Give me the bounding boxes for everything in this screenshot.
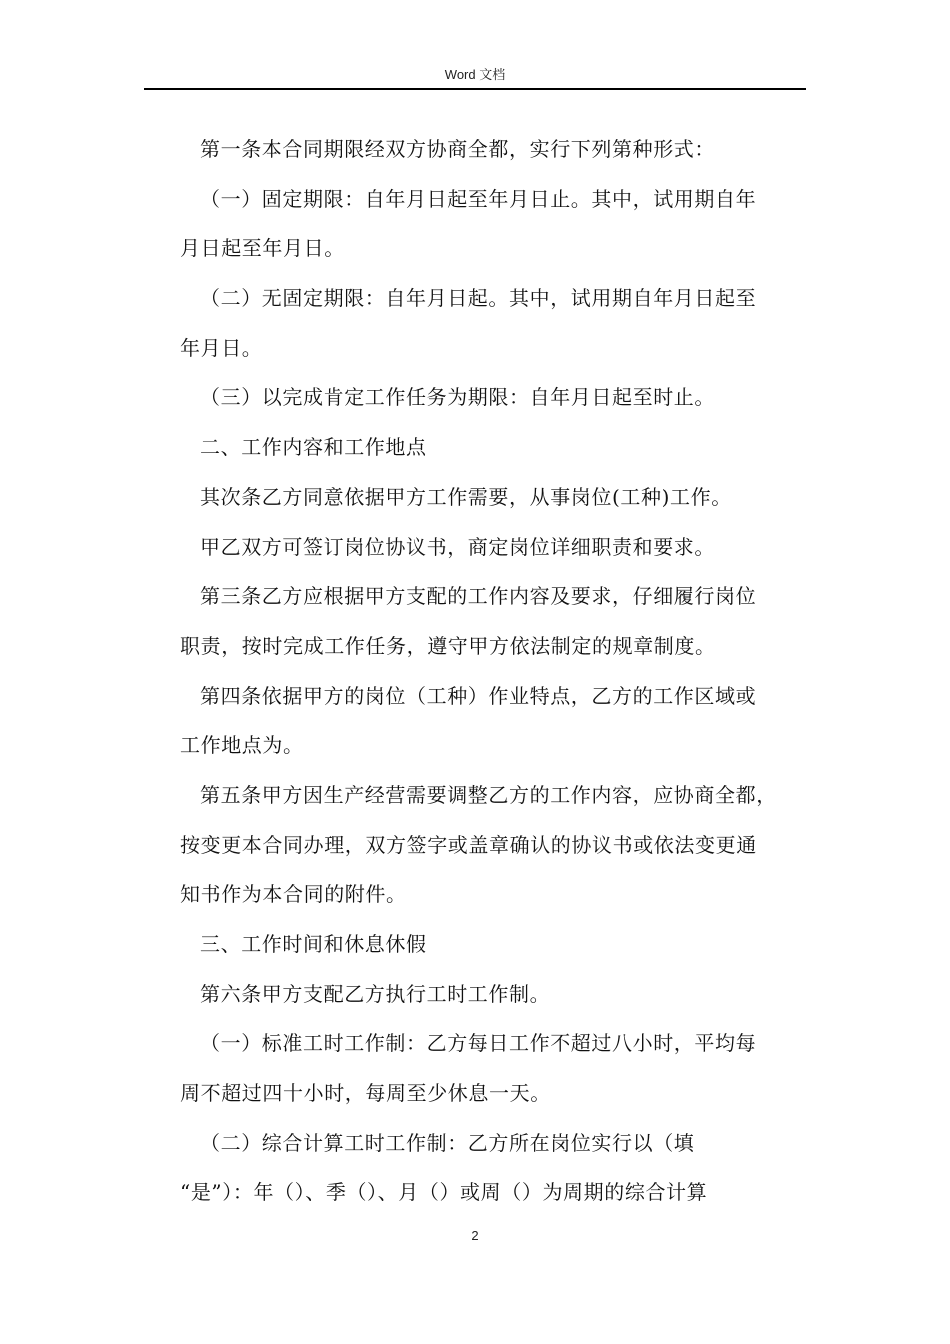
paragraph-line: 工作地点为。 bbox=[180, 733, 304, 758]
document-body bbox=[180, 125, 805, 1218]
section-heading: 三、工作时间和休息休假 bbox=[200, 932, 427, 956]
paragraph-line: 月日起至年月日。 bbox=[180, 236, 345, 261]
paragraph-line: 其次条乙方同意依据甲方工作需要，从事岗位(工种)工作。 bbox=[200, 484, 732, 509]
page-header bbox=[144, 64, 806, 90]
paragraph-line: 按变更本合同办理，双方签字或盖章确认的协议书或依法变更通 bbox=[180, 832, 757, 857]
paragraph-line: 年月日。 bbox=[180, 335, 263, 360]
paragraph-line: 周不超过四十小时，每周至少休息一天。 bbox=[180, 1081, 551, 1106]
paragraph-line: （三）以完成肯定工作任务为期限：自年月日起至时止。 bbox=[200, 385, 715, 410]
page-number: 2 bbox=[471, 1228, 479, 1243]
section-heading: 二、工作内容和工作地点 bbox=[200, 435, 427, 460]
paragraph-line: 甲乙双方可签订岗位协议书，商定岗位详细职责和要求。 bbox=[200, 534, 715, 559]
paragraph-line: 第四条依据甲方的岗位（工种）作业特点，乙方的工作区域或 bbox=[200, 683, 757, 708]
paragraph-line: “是”）：年（）、季（）、月（）或周（）为周期的综合计算 bbox=[180, 1180, 708, 1205]
page-footer bbox=[0, 1228, 950, 1243]
paragraph-line: 知书作为本合同的附件。 bbox=[180, 882, 407, 907]
paragraph-line: 职责，按时完成工作任务，遵守甲方依法制定的规章制度。 bbox=[180, 633, 716, 658]
paragraph-line: 第三条乙方应根据甲方支配的工作内容及要求，仔细履行岗位 bbox=[200, 584, 757, 609]
paragraph-line: 第六条甲方支配乙方执行工时工作制。 bbox=[200, 981, 551, 1006]
paragraph-line: （二）综合计算工时工作制：乙方所在岗位实行以（填 bbox=[200, 1130, 695, 1155]
paragraph-line: 第一条本合同期限经双方协商全都，实行下列第种形式： bbox=[200, 137, 715, 161]
paragraph-line: （一）标准工时工作制：乙方每日工作不超过八小时，平均每 bbox=[200, 1031, 757, 1056]
paragraph-line: （一）固定期限：自年月日起至年月日止。其中，试用期自年 bbox=[200, 186, 757, 211]
header-title: Word 文档 bbox=[444, 67, 506, 82]
paragraph-line: （二）无固定期限：自年月日起。其中，试用期自年月日起至 bbox=[200, 286, 757, 311]
paragraph-line: 第五条甲方因生产经营需要调整乙方的工作内容，应协商全都， bbox=[200, 782, 777, 807]
